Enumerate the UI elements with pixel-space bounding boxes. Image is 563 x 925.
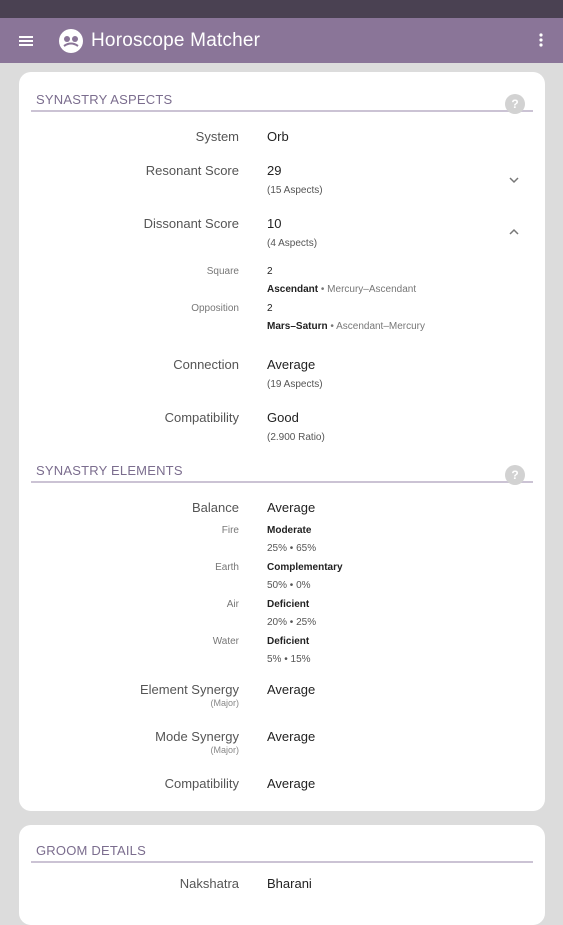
groom-details-card <box>19 825 545 925</box>
element-synergy-label: Element Synergy <box>140 682 239 697</box>
square-aspects <box>267 284 416 295</box>
more-vert-icon <box>539 33 543 47</box>
app-title: Horoscope Matcher <box>91 29 261 51</box>
compatibility-value: Good <box>267 410 299 425</box>
square-aspect-rest: • Mercury–Ascendant <box>318 284 417 295</box>
earth-percent: 50% • 0% <box>267 580 311 591</box>
water-value: Deficient <box>267 636 310 647</box>
earth-value: Complementary <box>267 562 343 573</box>
section-title: SYNASTRY ELEMENTS <box>36 463 183 478</box>
compatibility-label: Compatibility <box>164 410 239 425</box>
synastry-card <box>19 72 545 811</box>
section-title: GROOM DETAILS <box>36 843 146 858</box>
mode-synergy-sub: (Major) <box>210 745 239 755</box>
connection-value: Average <box>267 357 316 372</box>
fire-value: Moderate <box>267 525 312 536</box>
earth-label: Earth <box>215 562 239 573</box>
connection-label: Connection <box>173 357 239 372</box>
app-logo-icon <box>59 29 83 53</box>
element-synergy-value: Average <box>267 682 316 697</box>
dissonant-score-value: 10 <box>267 216 282 231</box>
elements-compatibility-value: Average <box>267 776 316 791</box>
water-percent: 5% • 15% <box>267 654 311 665</box>
aspects-section-header <box>31 88 533 112</box>
connection-count: (19 Aspects) <box>267 379 323 390</box>
mode-synergy-label: Mode Synergy <box>155 729 239 744</box>
chevron-up-icon[interactable] <box>507 225 521 239</box>
dissonant-score-label: Dissonant Score <box>143 216 239 231</box>
system-label: System <box>195 129 239 144</box>
mode-synergy-value: Average <box>267 729 316 744</box>
app-bar <box>0 18 563 63</box>
balance-value: Average <box>267 500 316 515</box>
help-icon[interactable]: ? <box>505 465 525 485</box>
groom-section-header <box>31 839 533 863</box>
elements-section-header <box>31 459 533 483</box>
opposition-aspect-rest: • Ascendant–Mercury <box>327 321 426 332</box>
resonant-score-value: 29 <box>267 163 282 178</box>
chevron-down-icon[interactable] <box>507 173 521 187</box>
opposition-aspect-primary: Mars–Saturn <box>267 321 328 332</box>
element-synergy-sub: (Major) <box>210 698 239 708</box>
water-label: Water <box>212 636 239 647</box>
opposition-count: 2 <box>267 303 273 314</box>
help-icon[interactable]: ? <box>505 94 525 114</box>
square-aspect-primary: Ascendant <box>267 284 319 295</box>
fire-label: Fire <box>221 525 239 536</box>
nakshatra-label: Nakshatra <box>179 876 239 891</box>
fire-percent: 25% • 65% <box>267 543 317 554</box>
resonant-score-label: Resonant Score <box>145 163 239 178</box>
more-options-button[interactable] <box>531 30 551 50</box>
air-label: Air <box>226 599 239 610</box>
opposition-aspects <box>267 321 425 332</box>
nakshatra-value: Bharani <box>267 876 312 891</box>
elements-compatibility-label: Compatibility <box>164 776 239 791</box>
air-percent: 20% • 25% <box>267 617 317 628</box>
square-label: Square <box>206 266 239 277</box>
balance-label: Balance <box>192 500 239 515</box>
compatibility-ratio: (2.900 Ratio) <box>267 432 325 443</box>
system-value: Orb <box>267 129 289 144</box>
menu-icon <box>19 35 33 47</box>
dissonant-score-count: (4 Aspects) <box>267 238 318 249</box>
menu-button[interactable] <box>0 18 52 63</box>
square-count: 2 <box>267 266 273 277</box>
air-value: Deficient <box>267 599 310 610</box>
opposition-label: Opposition <box>191 303 239 314</box>
resonant-score-count: (15 Aspects) <box>267 185 323 196</box>
section-title: SYNASTRY ASPECTS <box>36 92 173 107</box>
status-bar <box>0 0 563 18</box>
